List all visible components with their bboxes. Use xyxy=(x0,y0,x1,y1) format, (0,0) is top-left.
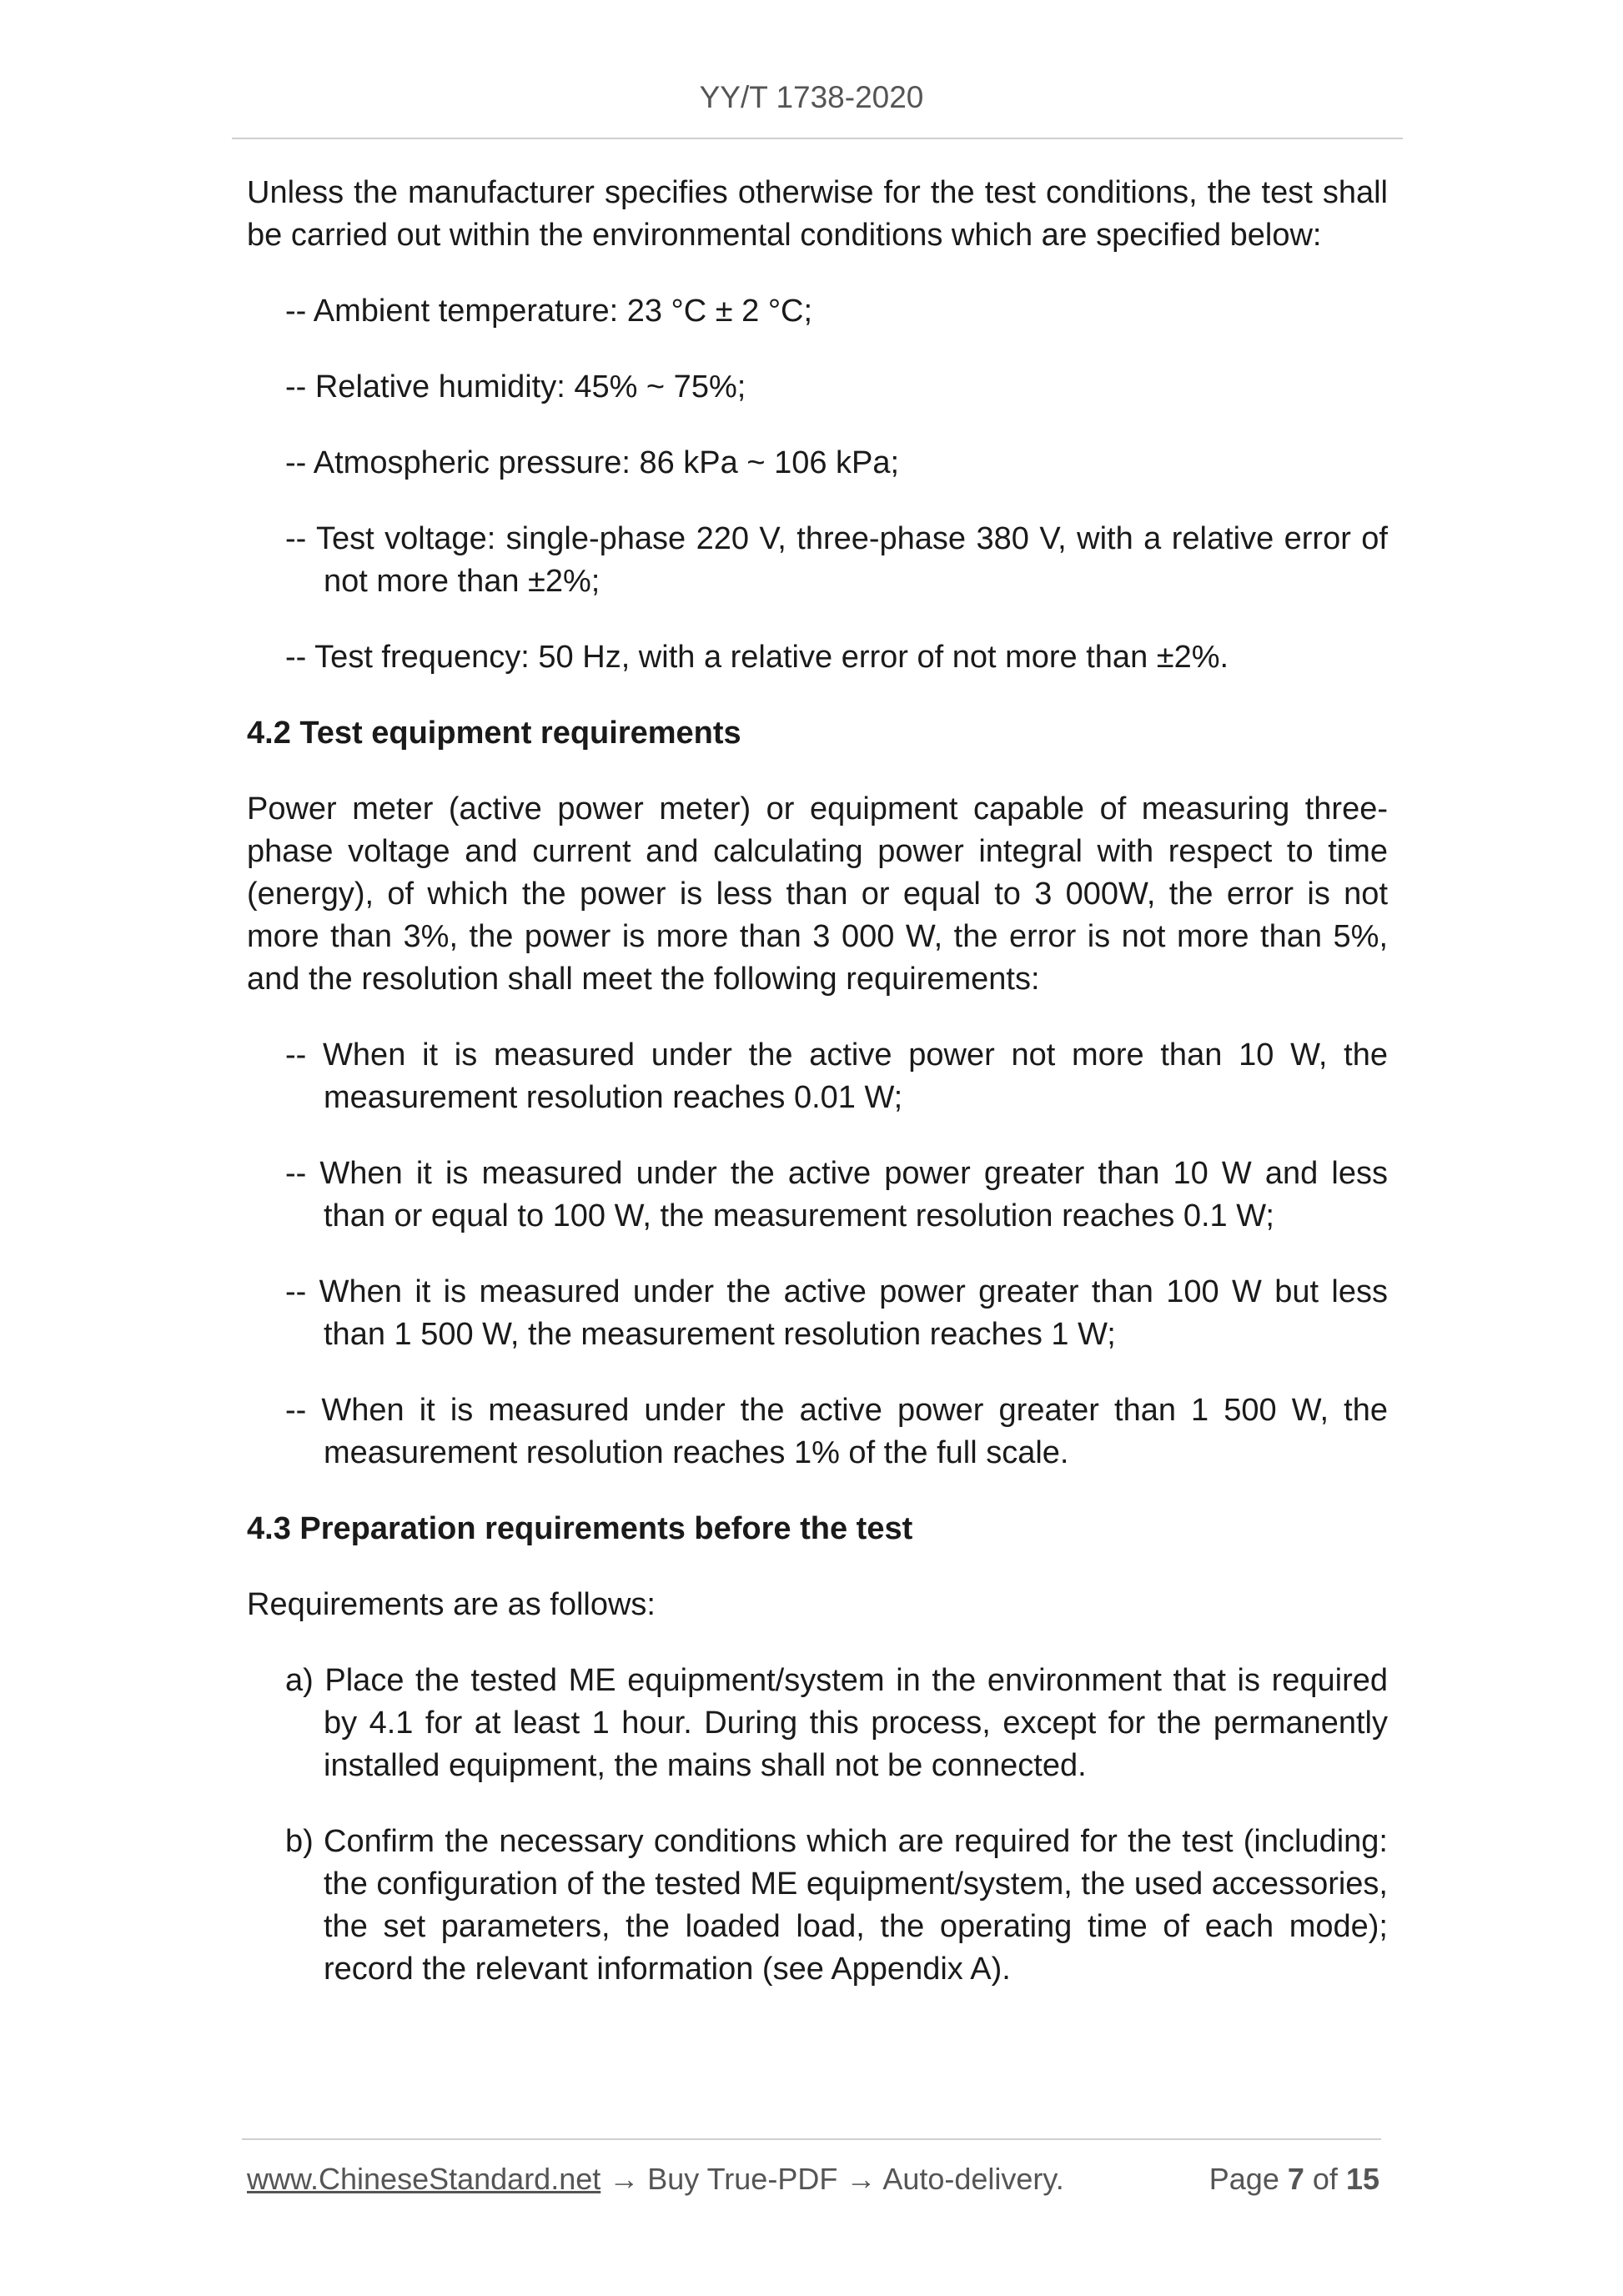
condition-relative-humidity: -- Relative humidity: 45% ~ 75%; xyxy=(285,369,746,404)
chinesestandard-link[interactable]: www.ChineseStandard.net xyxy=(247,2162,601,2196)
footer-tagline: → Buy True-PDF → Auto-delivery. xyxy=(600,2162,1064,2196)
section-4-1-intro: Unless the manufacturer specifies otherwise for the test conditions, the test shall be carried out within the environmental conditions which are specified below: xyxy=(247,175,1388,253)
footer-left xyxy=(247,2162,1064,2197)
resolution-requirement-100w: -- When it is measured under the active power greater than 10 W and less than or equal to 100 W, the measurement resolution reaches 0.1 W; xyxy=(285,1156,1388,1233)
preparation-step-b: b) Confirm the necessary conditions which are required for the test (including: the configuration of the tested ME equipment/system, the used accessories, the set parameters, the loaded load, the operating time of each mode); record the relevant information (see Appendix A). xyxy=(285,1824,1388,1987)
section-4-3-heading: 4.3 Preparation requirements before the test xyxy=(247,1511,913,1546)
section-4-3-intro: Requirements are as follows: xyxy=(247,1587,656,1622)
section-4-2-intro: Power meter (active power meter) or equipment capable of measuring three-phase voltage and current and calculating power integral with respect to time (energy), of which the power is less than or equal to 3 000W, the error is not more than 3%, the power is more than 3 000 W, the error is not more than 5%, and the resolution shall meet the following requirements: xyxy=(247,791,1388,997)
page-header-title: YY/T 1738-2020 xyxy=(699,80,924,114)
resolution-requirement-above-1500w: -- When it is measured under the active power greater than 1 500 W, the measurement resolution reaches 1% of the full scale. xyxy=(285,1393,1388,1470)
footer-divider xyxy=(242,2138,1381,2140)
section-4-2-heading: 4.2 Test equipment requirements xyxy=(247,716,741,751)
page-total: 15 xyxy=(1345,2162,1379,2196)
page-word: Page xyxy=(1208,2162,1279,2196)
resolution-requirement-1500w: -- When it is measured under the active power greater than 100 W but less than 1 500 W, the measurement resolution reaches 1 W; xyxy=(285,1274,1388,1352)
preparation-step-a: a) Place the tested ME equipment/system in the environment that is required by 4.1 for at least 1 hour. During this process, except for the permanently installed equipment, the mains shall not be connected. xyxy=(285,1663,1388,1783)
page-number xyxy=(1209,2162,1379,2197)
condition-test-frequency: -- Test frequency: 50 Hz, with a relative error of not more than ±2%. xyxy=(285,640,1229,675)
header-divider xyxy=(232,138,1403,139)
condition-atmospheric-pressure: -- Atmospheric pressure: 86 kPa ~ 106 kPa; xyxy=(285,445,900,480)
document-body xyxy=(247,172,1388,2024)
condition-ambient-temperature: -- Ambient temperature: 23 °C ± 2 °C; xyxy=(285,294,813,329)
page-current: 7 xyxy=(1287,2162,1304,2196)
condition-test-voltage: -- Test voltage: single-phase 220 V, three-phase 380 V, with a relative error of not more than ±2%; xyxy=(285,521,1388,599)
of-word: of xyxy=(1312,2162,1338,2196)
resolution-requirement-10w: -- When it is measured under the active power not more than 10 W, the measurement resolution reaches 0.01 W; xyxy=(285,1037,1388,1115)
